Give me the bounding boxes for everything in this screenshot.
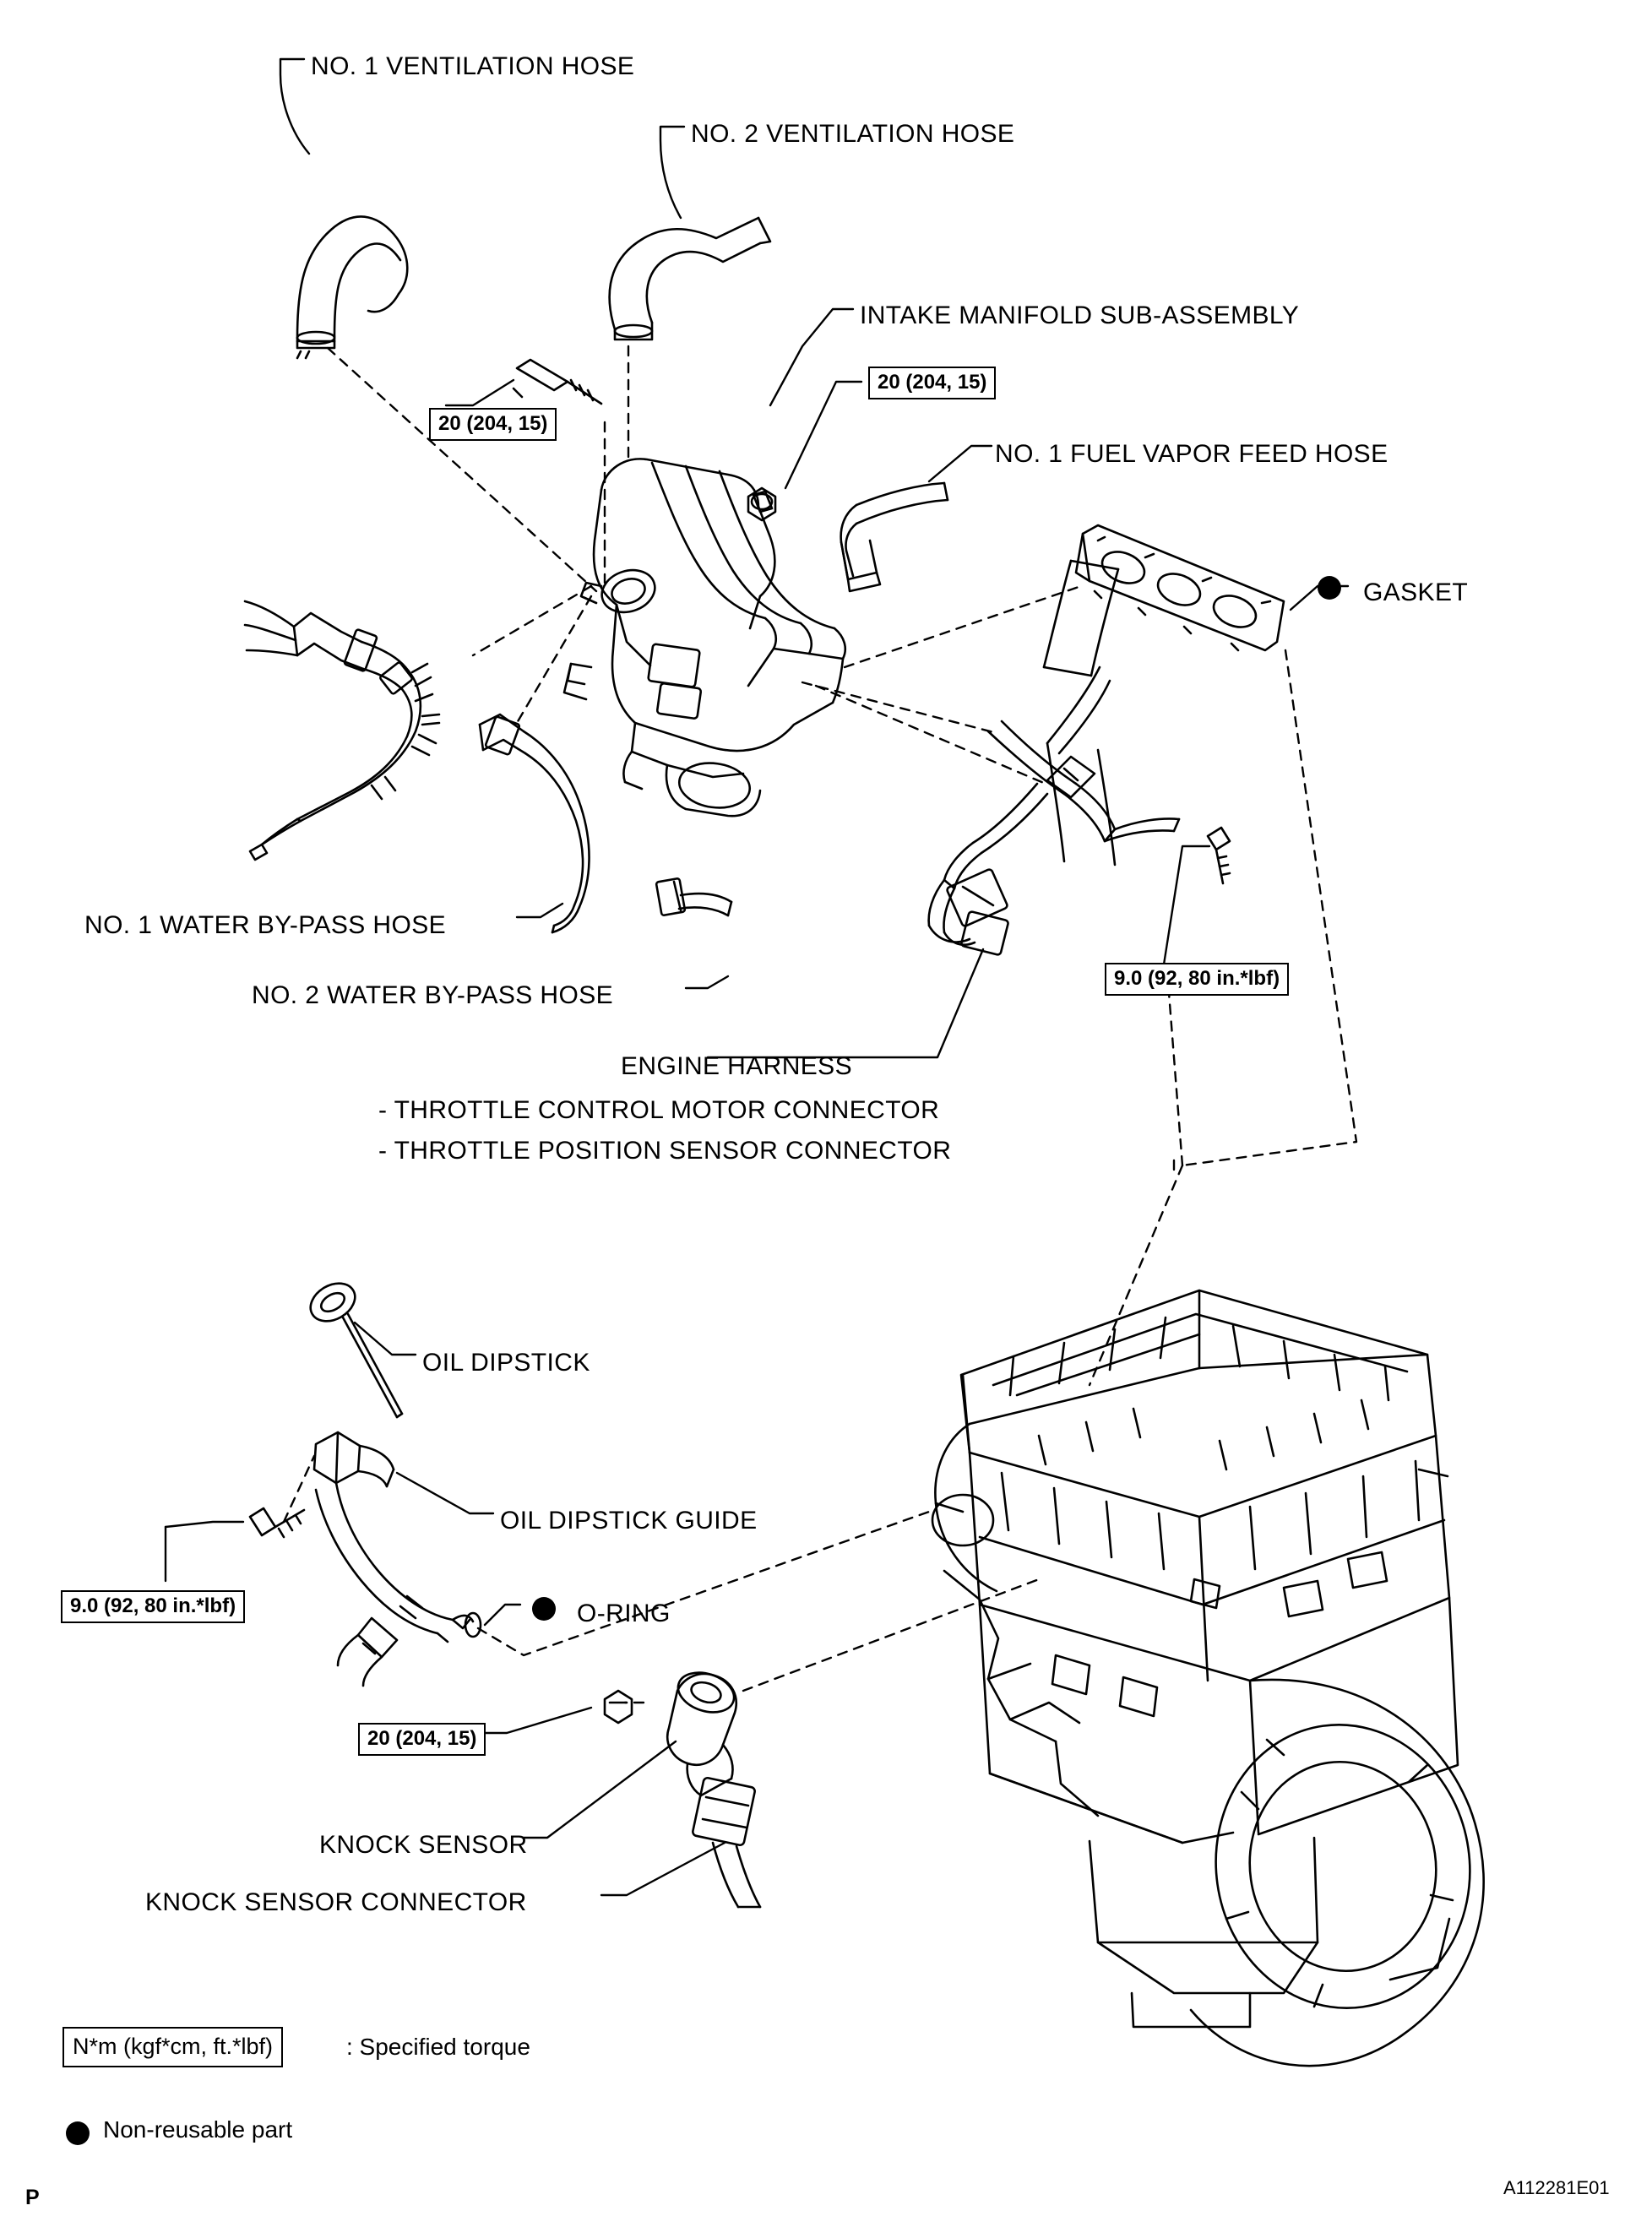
- label-knock-sensor-connector: KNOCK SENSOR CONNECTOR: [145, 1888, 527, 1916]
- part-dipstick-guide-bolt: [250, 1508, 304, 1537]
- label-oil-dipstick: OIL DIPSTICK: [422, 1349, 590, 1377]
- part-no-1-water-by-pass-hose: [245, 601, 439, 860]
- part-oil-dipstick: [304, 1276, 402, 1417]
- part-oil-dipstick-guide: [314, 1432, 481, 1686]
- part-knock-sensor-nut: [605, 1691, 632, 1723]
- part-gasket: [1076, 525, 1284, 650]
- part-knock-sensor: [667, 1666, 760, 1907]
- label-no-1-ventilation-hose: NO. 1 VENTILATION HOSE: [311, 52, 635, 80]
- label-no-2-water-by-pass-hose: NO. 2 WATER BY-PASS HOSE: [252, 981, 614, 1009]
- label-oil-dipstick-guide: OIL DIPSTICK GUIDE: [500, 1507, 758, 1535]
- part-no-1-fuel-vapor-feed-hose: [841, 483, 948, 591]
- legend-torque-box: N*m (kgf*cm, ft.*lbf): [62, 2027, 283, 2067]
- label-throttle-position-sensor-connector: - THROTTLE POSITION SENSOR CONNECTOR: [378, 1137, 952, 1165]
- part-no-2-water-by-pass-hose: [480, 714, 731, 932]
- part-intake-manifold: [564, 459, 845, 816]
- legend-torque-caption: : Specified torque: [346, 2034, 530, 2060]
- label-o-ring: O-RING: [577, 1600, 671, 1627]
- torque-spec-ventilation-bolt: 20 (204, 15): [429, 408, 557, 441]
- torque-spec-harness-bolt: 9.0 (92, 80 in.*lbf): [1105, 963, 1289, 996]
- non-reusable-dot-o-ring: [532, 1597, 556, 1621]
- legend-non-reusable-caption: Non-reusable part: [103, 2116, 293, 2143]
- figure-code: A112281E01: [1503, 2177, 1610, 2198]
- label-intake-manifold-sub-assembly: INTAKE MANIFOLD SUB-ASSEMBLY: [860, 301, 1300, 329]
- label-gasket: GASKET: [1363, 579, 1469, 606]
- page-mark: P: [25, 2186, 40, 2209]
- label-no-1-fuel-vapor-feed-hose: NO. 1 FUEL VAPOR FEED HOSE: [995, 440, 1388, 468]
- part-no-1-ventilation-hose: [297, 217, 407, 358]
- label-no-1-water-by-pass-hose: NO. 1 WATER BY-PASS HOSE: [84, 911, 447, 939]
- torque-spec-knock-sensor: 20 (204, 15): [358, 1723, 486, 1756]
- legend-non-reusable-dot: [66, 2121, 90, 2145]
- label-knock-sensor: KNOCK SENSOR: [319, 1831, 528, 1859]
- torque-spec-manifold-nut: 20 (204, 15): [868, 367, 996, 399]
- label-no-2-ventilation-hose: NO. 2 VENTILATION HOSE: [691, 120, 1015, 148]
- part-manifold-bolt-upper: [514, 360, 601, 404]
- torque-spec-dipstick-guide-bolt: 9.0 (92, 80 in.*lbf): [61, 1590, 245, 1623]
- non-reusable-dot-gasket: [1318, 576, 1341, 600]
- label-throttle-control-motor-connector: - THROTTLE CONTROL MOTOR CONNECTOR: [378, 1096, 940, 1124]
- part-engine-harness: [929, 561, 1230, 955]
- part-engine-assembly: [932, 1290, 1488, 2066]
- part-no-2-ventilation-hose: [610, 218, 770, 340]
- label-engine-harness: ENGINE HARNESS: [621, 1052, 852, 1080]
